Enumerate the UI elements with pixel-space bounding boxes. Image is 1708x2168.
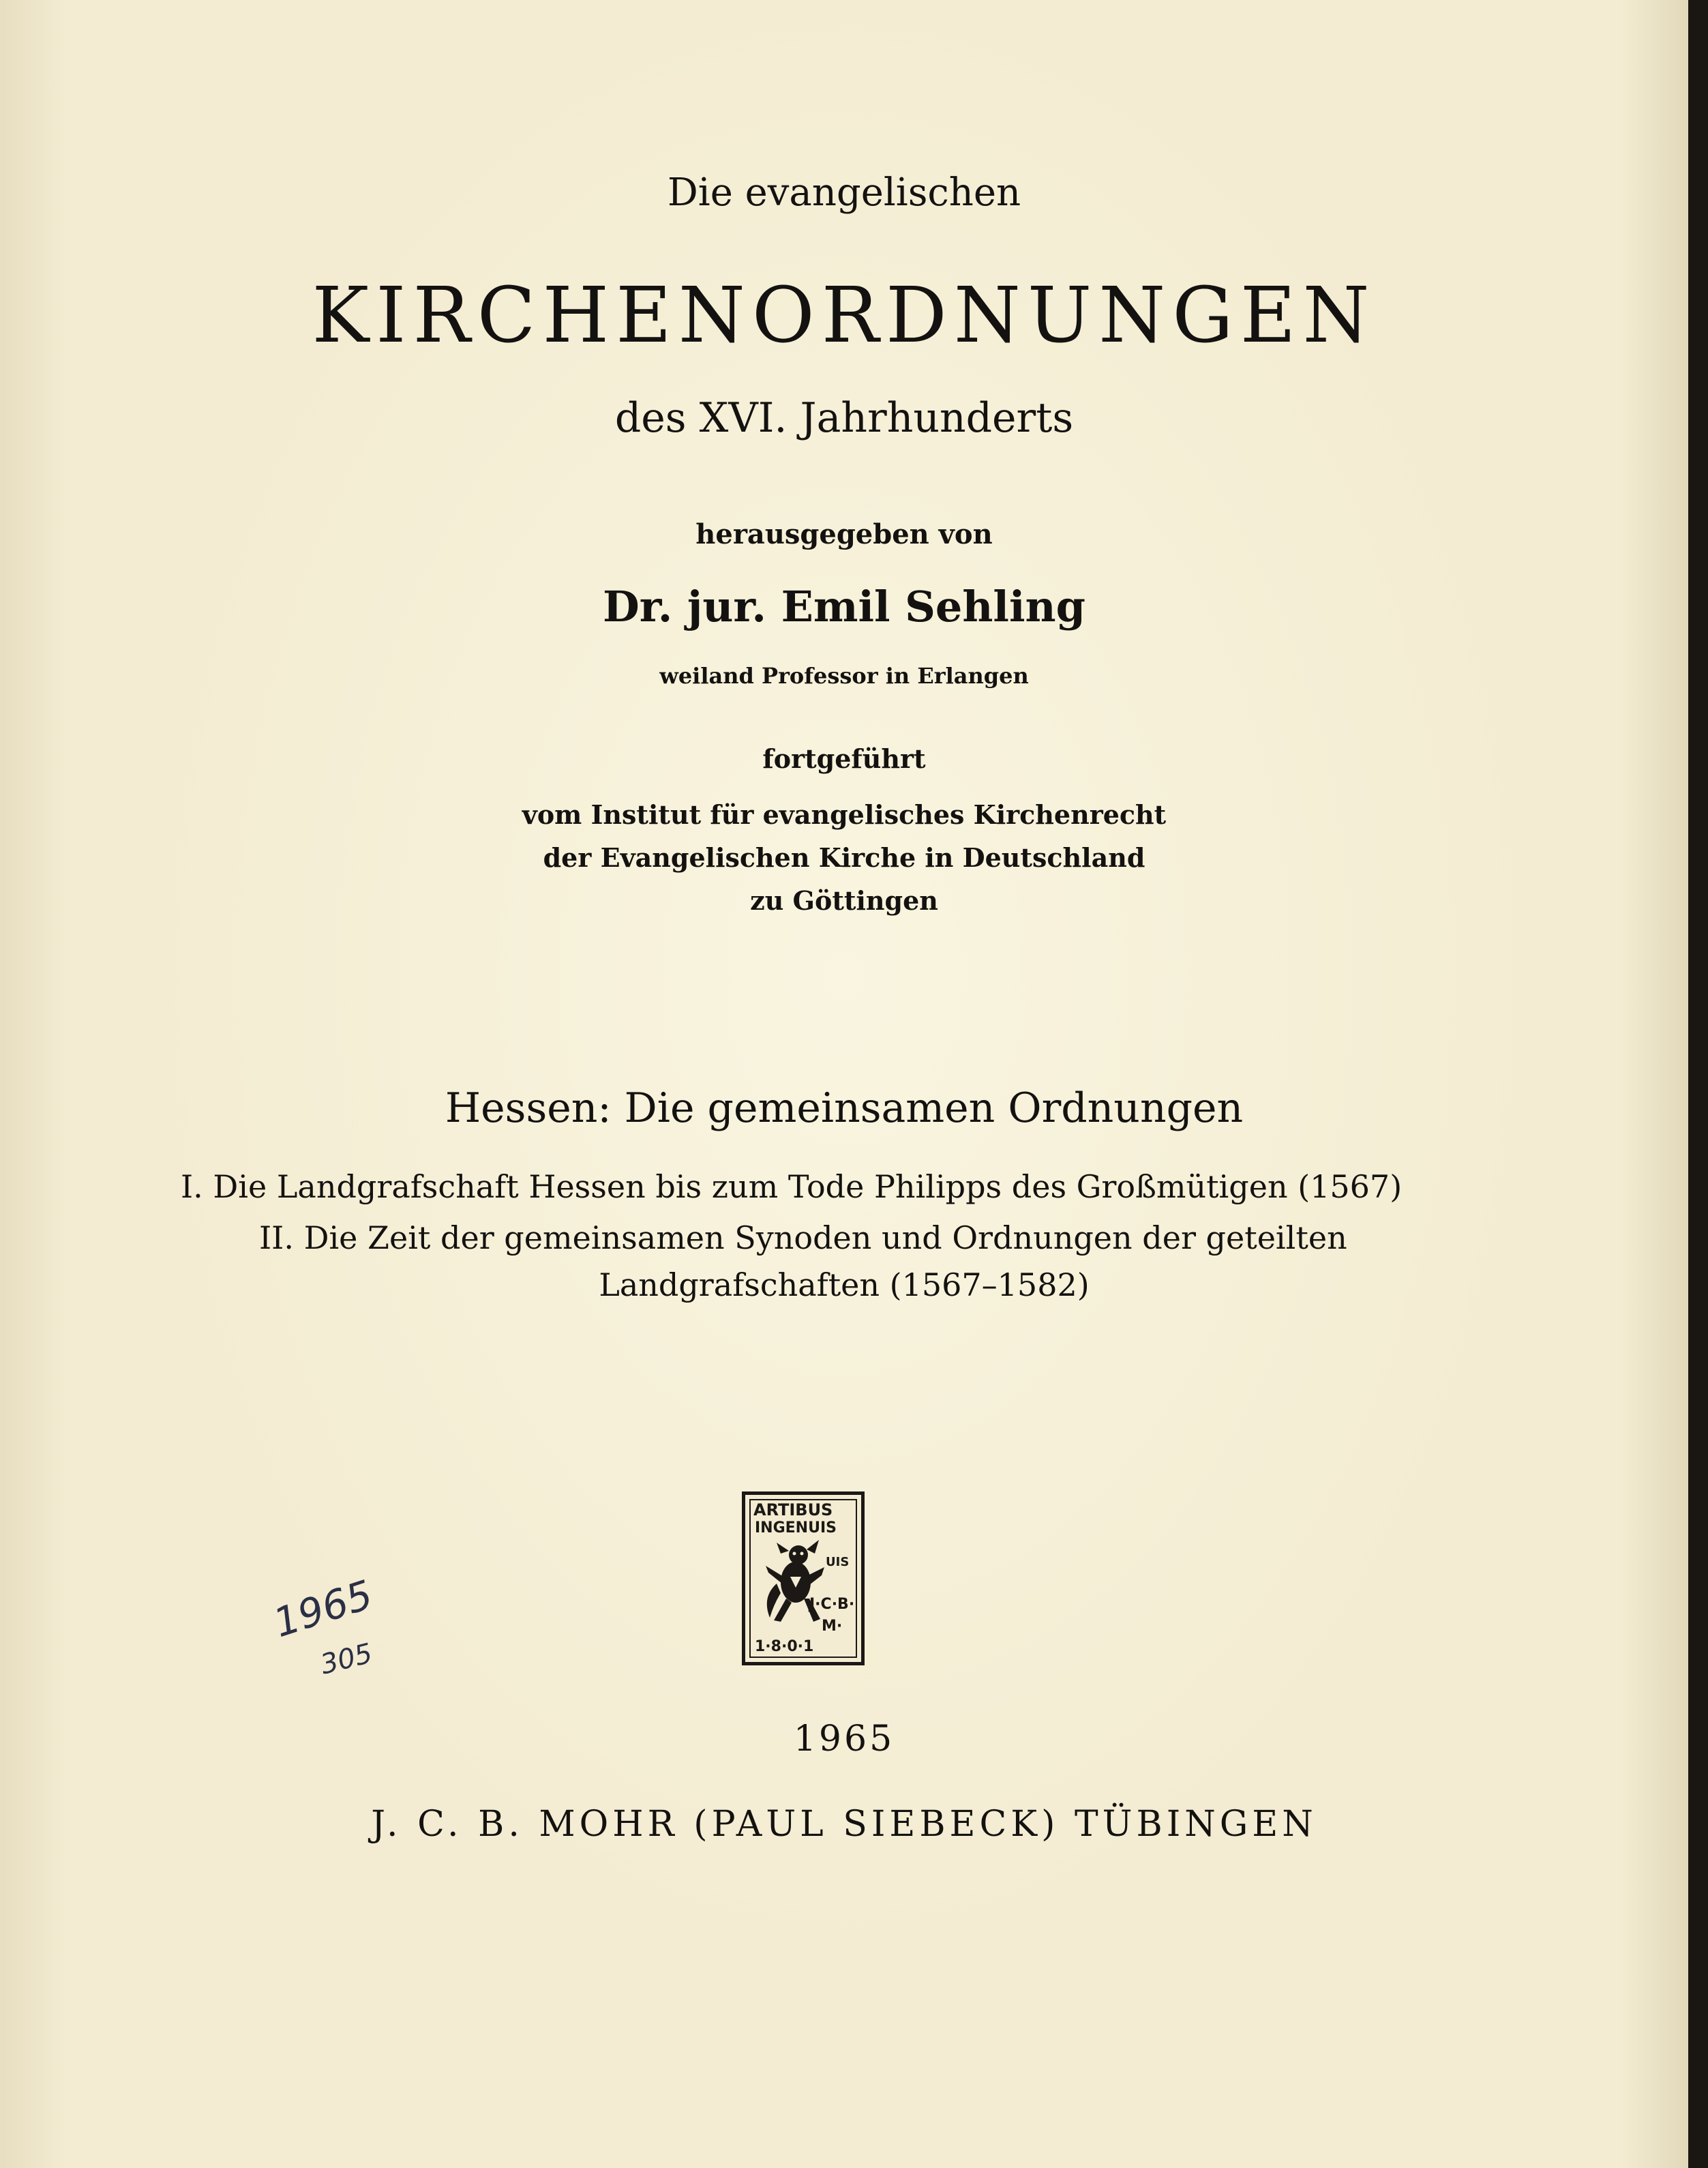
title-century: des XVI. Jahrhunderts: [614, 394, 1074, 442]
institution-line: vom Institut für evangelisches Kirchenrecht: [522, 799, 1167, 830]
handwritten-year-note: 1965: [268, 1571, 378, 1647]
logo-text-artibus: ARTIBUS: [753, 1500, 833, 1519]
publisher-logo: [742, 1491, 865, 1665]
publication-year: 1965: [793, 1719, 895, 1759]
part-one: I. Die Landgrafschaft Hessen bis zum Tode Philipps des Großmütigen (1567): [181, 1168, 1403, 1205]
logo-text-founded: 1·8·0·1: [755, 1638, 814, 1655]
handwritten-number-note: 305: [317, 1637, 376, 1681]
editor-role: weiland Professor in Erlangen: [659, 663, 1029, 689]
volume-title: Hessen: Die gemeinsamen Ordnungen: [445, 1084, 1244, 1132]
continued-label: fortgeführt: [762, 743, 926, 774]
institution-line: zu Göttingen: [750, 885, 938, 916]
logo-text-fragment: UIS: [826, 1555, 850, 1569]
logo-text-m: M·: [822, 1618, 843, 1635]
part-two-continued: Landgrafschaften (1567–1582): [599, 1266, 1090, 1303]
publisher-line: J. C. B. MOHR (PAUL SIEBECK) TÜBINGEN: [371, 1804, 1317, 1845]
logo-text-initials: J·C·B·: [809, 1596, 855, 1613]
logo-text-ingenuis: INGENUIS: [755, 1519, 837, 1536]
institution-line: der Evangelischen Kirche in Deutschland: [543, 842, 1145, 873]
part-two: II. Die Zeit der gemeinsamen Synoden und Ordnungen der geteilten: [259, 1219, 1347, 1256]
editor-name: Dr. jur. Emil Sehling: [603, 582, 1085, 632]
main-title: KIRCHENORDNUNGEN: [312, 271, 1377, 360]
editor-label: herausgegeben von: [695, 518, 993, 550]
title-intro: Die evangelischen: [667, 170, 1021, 215]
lion-emblem-icon: [756, 1536, 831, 1631]
